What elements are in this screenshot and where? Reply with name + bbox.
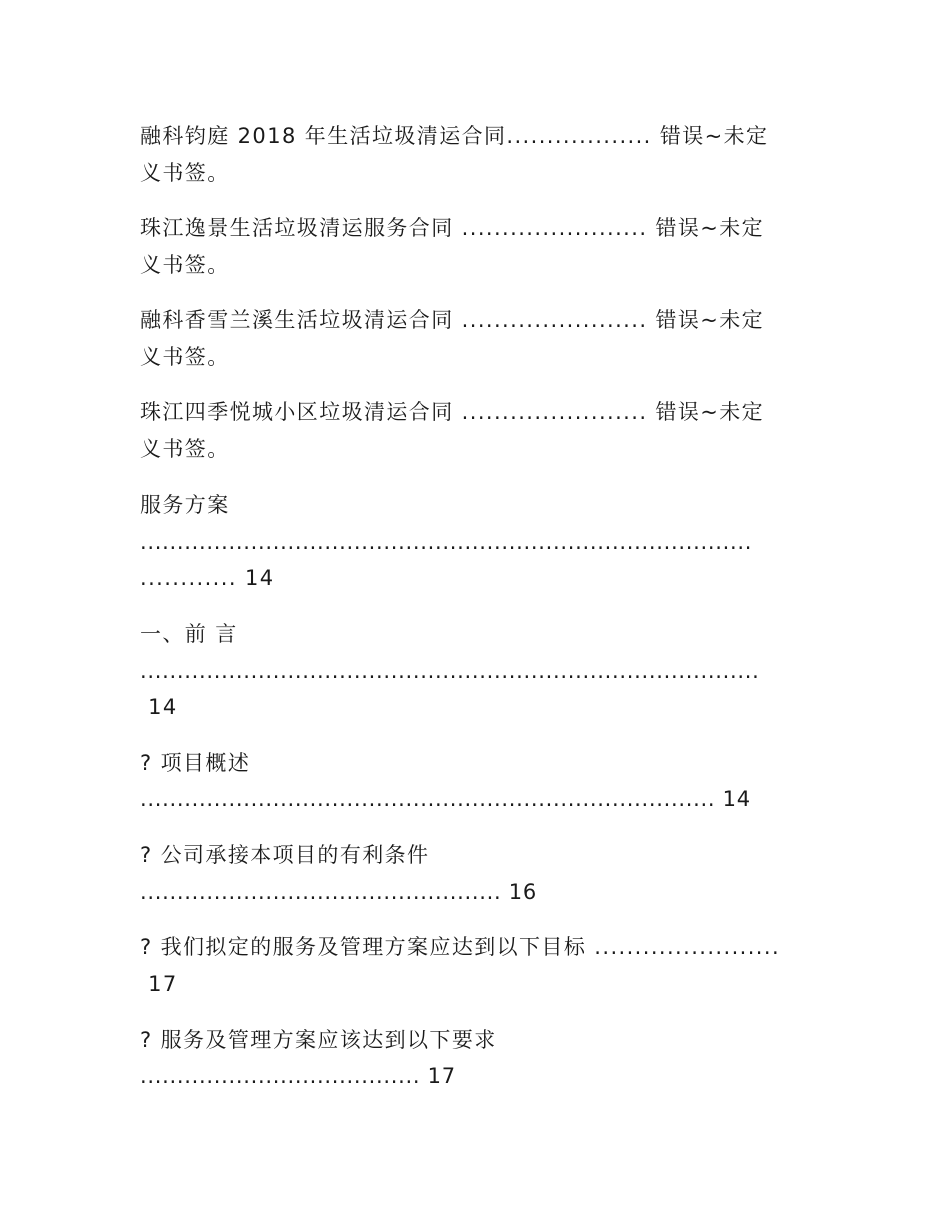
- toc-dot-leader-with-page: ...................................... 17: [140, 1064, 456, 1088]
- toc-page-number: 17: [140, 972, 178, 996]
- toc-dot-leader-with-page: .............................................................................. 14: [140, 787, 751, 811]
- toc-entry-rongke-juntinh: 融科钧庭 2018 年生活垃圾清运合同.................. 错误~未定: [140, 124, 769, 148]
- toc-entry-service-goals: ? 我们拟定的服务及管理方案应达到以下目标 .......................: [140, 935, 781, 959]
- toc-entry-service-requirements: ? 服务及管理方案应该达到以下要求: [140, 1028, 497, 1052]
- toc-entry-favorable-conditions: ? 公司承接本项目的有利条件: [140, 843, 430, 867]
- toc-entry-continuation: 义书签。: [140, 253, 230, 277]
- toc-dot-leader: ....................................................................................: [140, 659, 760, 683]
- toc-dot-leader: ...................................................................................: [140, 530, 753, 554]
- toc-page-number: 14: [140, 695, 178, 719]
- toc-entry-continuation: 义书签。: [140, 437, 230, 461]
- toc-entry-continuation: 义书签。: [140, 161, 230, 185]
- toc-entry-zhujiang-yijing: 珠江逸景生活垃圾清运服务合同 ....................... 错误~未定: [140, 216, 765, 240]
- toc-entry-service-plan: 服务方案: [140, 493, 230, 517]
- toc-dot-leader-with-page: ................................................. 16: [140, 880, 537, 904]
- toc-entry-rongke-xiangxue: 融科香雪兰溪生活垃圾清运合同 ....................... 错误~未定: [140, 308, 765, 332]
- toc-entry-zhujiang-siji: 珠江四季悦城小区垃圾清运合同 ....................... 错误~未定: [140, 400, 765, 424]
- toc-entry-continuation: 义书签。: [140, 345, 230, 369]
- toc-entry-preface: 一、前 言: [140, 622, 238, 646]
- toc-entry-project-overview: ? 项目概述: [140, 751, 251, 775]
- toc-page-number: ............ 14: [140, 566, 275, 590]
